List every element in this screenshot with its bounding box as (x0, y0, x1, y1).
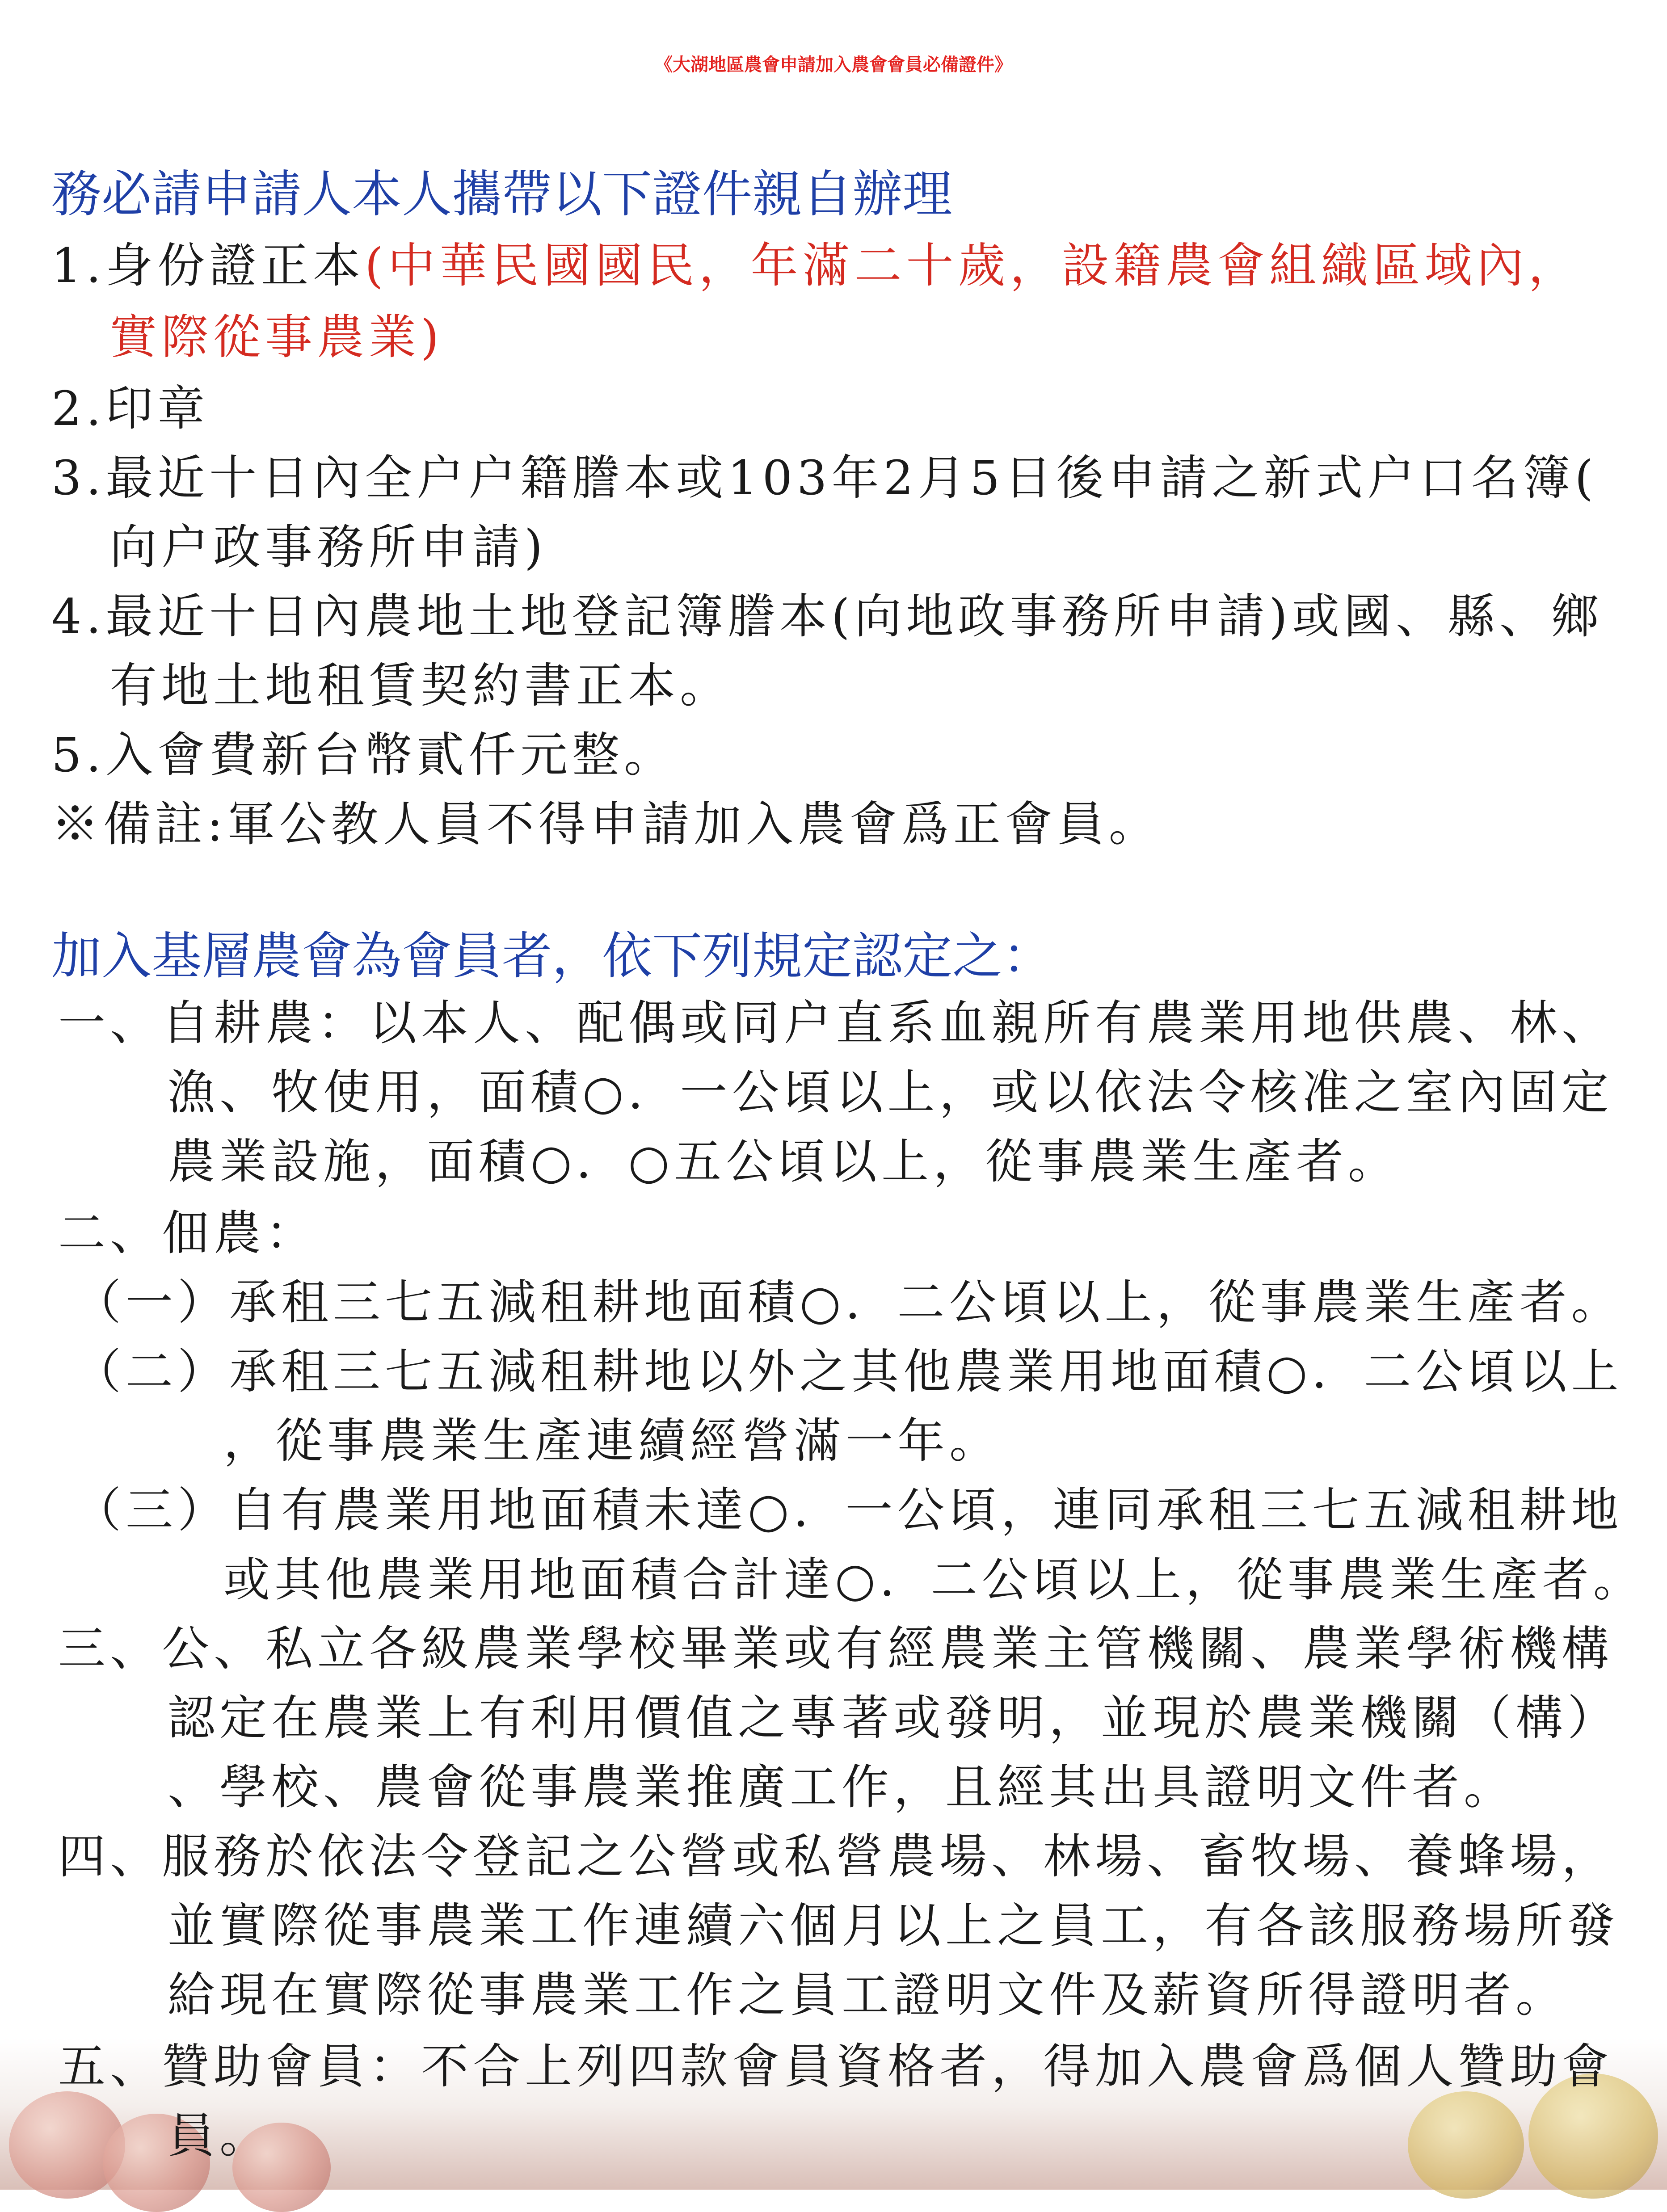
requirement-item-4: 4.最近十日內農地土地登記簿謄本(向地政事務所申請)或國、縣、鄉 (51, 589, 1603, 644)
rule-2-3: （三）自有農業用地面積未達○．一公頃，連同承租三七五減租耕地 (74, 1483, 1623, 1538)
requirement-item-3-cont: 向户政事務所申請) (109, 520, 547, 575)
rule-2: 二、佃農： (58, 1206, 317, 1261)
rule-3: 三、公、私立各級農業學校畢業或有經農業主管機關、農業學術機構 (58, 1621, 1613, 1676)
requirement-item-1 (51, 235, 1580, 297)
rule-2-2-cont: ，從事農業生產連續經營滿一年。 (223, 1413, 1001, 1468)
rule-4-cont: 給現在實際從事農業工作之員工證明文件及薪資所得證明者。 (168, 1968, 1567, 2023)
rule-1: 一、自耕農：以本人、配偶或同户直系血親所有農業用地供農、林、 (58, 996, 1613, 1051)
rule-3-cont: 認定在農業上有利用價值之專著或發明，並現於農業機關（構） (168, 1691, 1619, 1745)
rule-1-cont: 漁、牧使用，面積○．一公頃以上，或以依法令核准之室內固定 (168, 1065, 1613, 1120)
requirement-item-4-cont: 有地土地租賃契約書正本。 (109, 658, 732, 713)
page-title: 《大湖地區農會申請加入農會會員必備證件》 (655, 55, 1012, 75)
item-1-text: 1.身份證正本 (51, 238, 365, 293)
requirement-item-3: 3.最近十日內全户户籍謄本或103年2月5日後申請之新式户口名簿( (51, 450, 1598, 505)
section2-heading: 加入基層農會為會員者，依下列規定認定之： (51, 927, 1052, 985)
rule-3-cont: 、學校、農會從事農業推廣工作，且經其出具證明文件者。 (168, 1760, 1515, 1815)
item-1-condition: (中華民國國民，年滿二十歲，設籍農會組織區域內， (365, 238, 1580, 293)
rule-2-1: （一）承租三七五減租耕地面積○．二公頃以上，從事農業生產者。 (74, 1275, 1623, 1330)
rule-2-3-cont: 或其他農業用地面積合計達○．二公頃以上，從事農業生產者。 (223, 1552, 1644, 1607)
rule-5-cont: 員。 (168, 2108, 271, 2163)
rule-2-2: （二）承租三七五減租耕地以外之其他農業用地面積○．二公頃以上 (74, 1344, 1623, 1399)
rule-4-cont: 並實際從事農業工作連續六個月以上之員工，有各該服務場所發 (168, 1898, 1619, 1953)
note-text: ※備註:軍公教人員不得申請加入農會爲正會員。 (51, 797, 1161, 852)
requirement-item-5: 5.入會費新台幣貳仟元整。 (51, 728, 676, 782)
rule-5: 五、贊助會員：不合上列四款會員資格者，得加入農會爲個人贊助會 (58, 2039, 1613, 2094)
fruit-image (1408, 2091, 1524, 2199)
rule-1-cont: 農業設施，面積○．○五公頃以上，從事農業生產者。 (168, 1134, 1400, 1189)
requirement-item-2: 2.印章 (51, 381, 210, 436)
rule-4: 四、服務於依法令登記之公營或私營農場、林場、畜牧場、養蜂場， (58, 1829, 1613, 1884)
item-1-condition-cont: 實際從事農業) (109, 310, 444, 365)
section1-heading: 務必請申請人本人攜帶以下證件親自辦理 (51, 165, 952, 223)
